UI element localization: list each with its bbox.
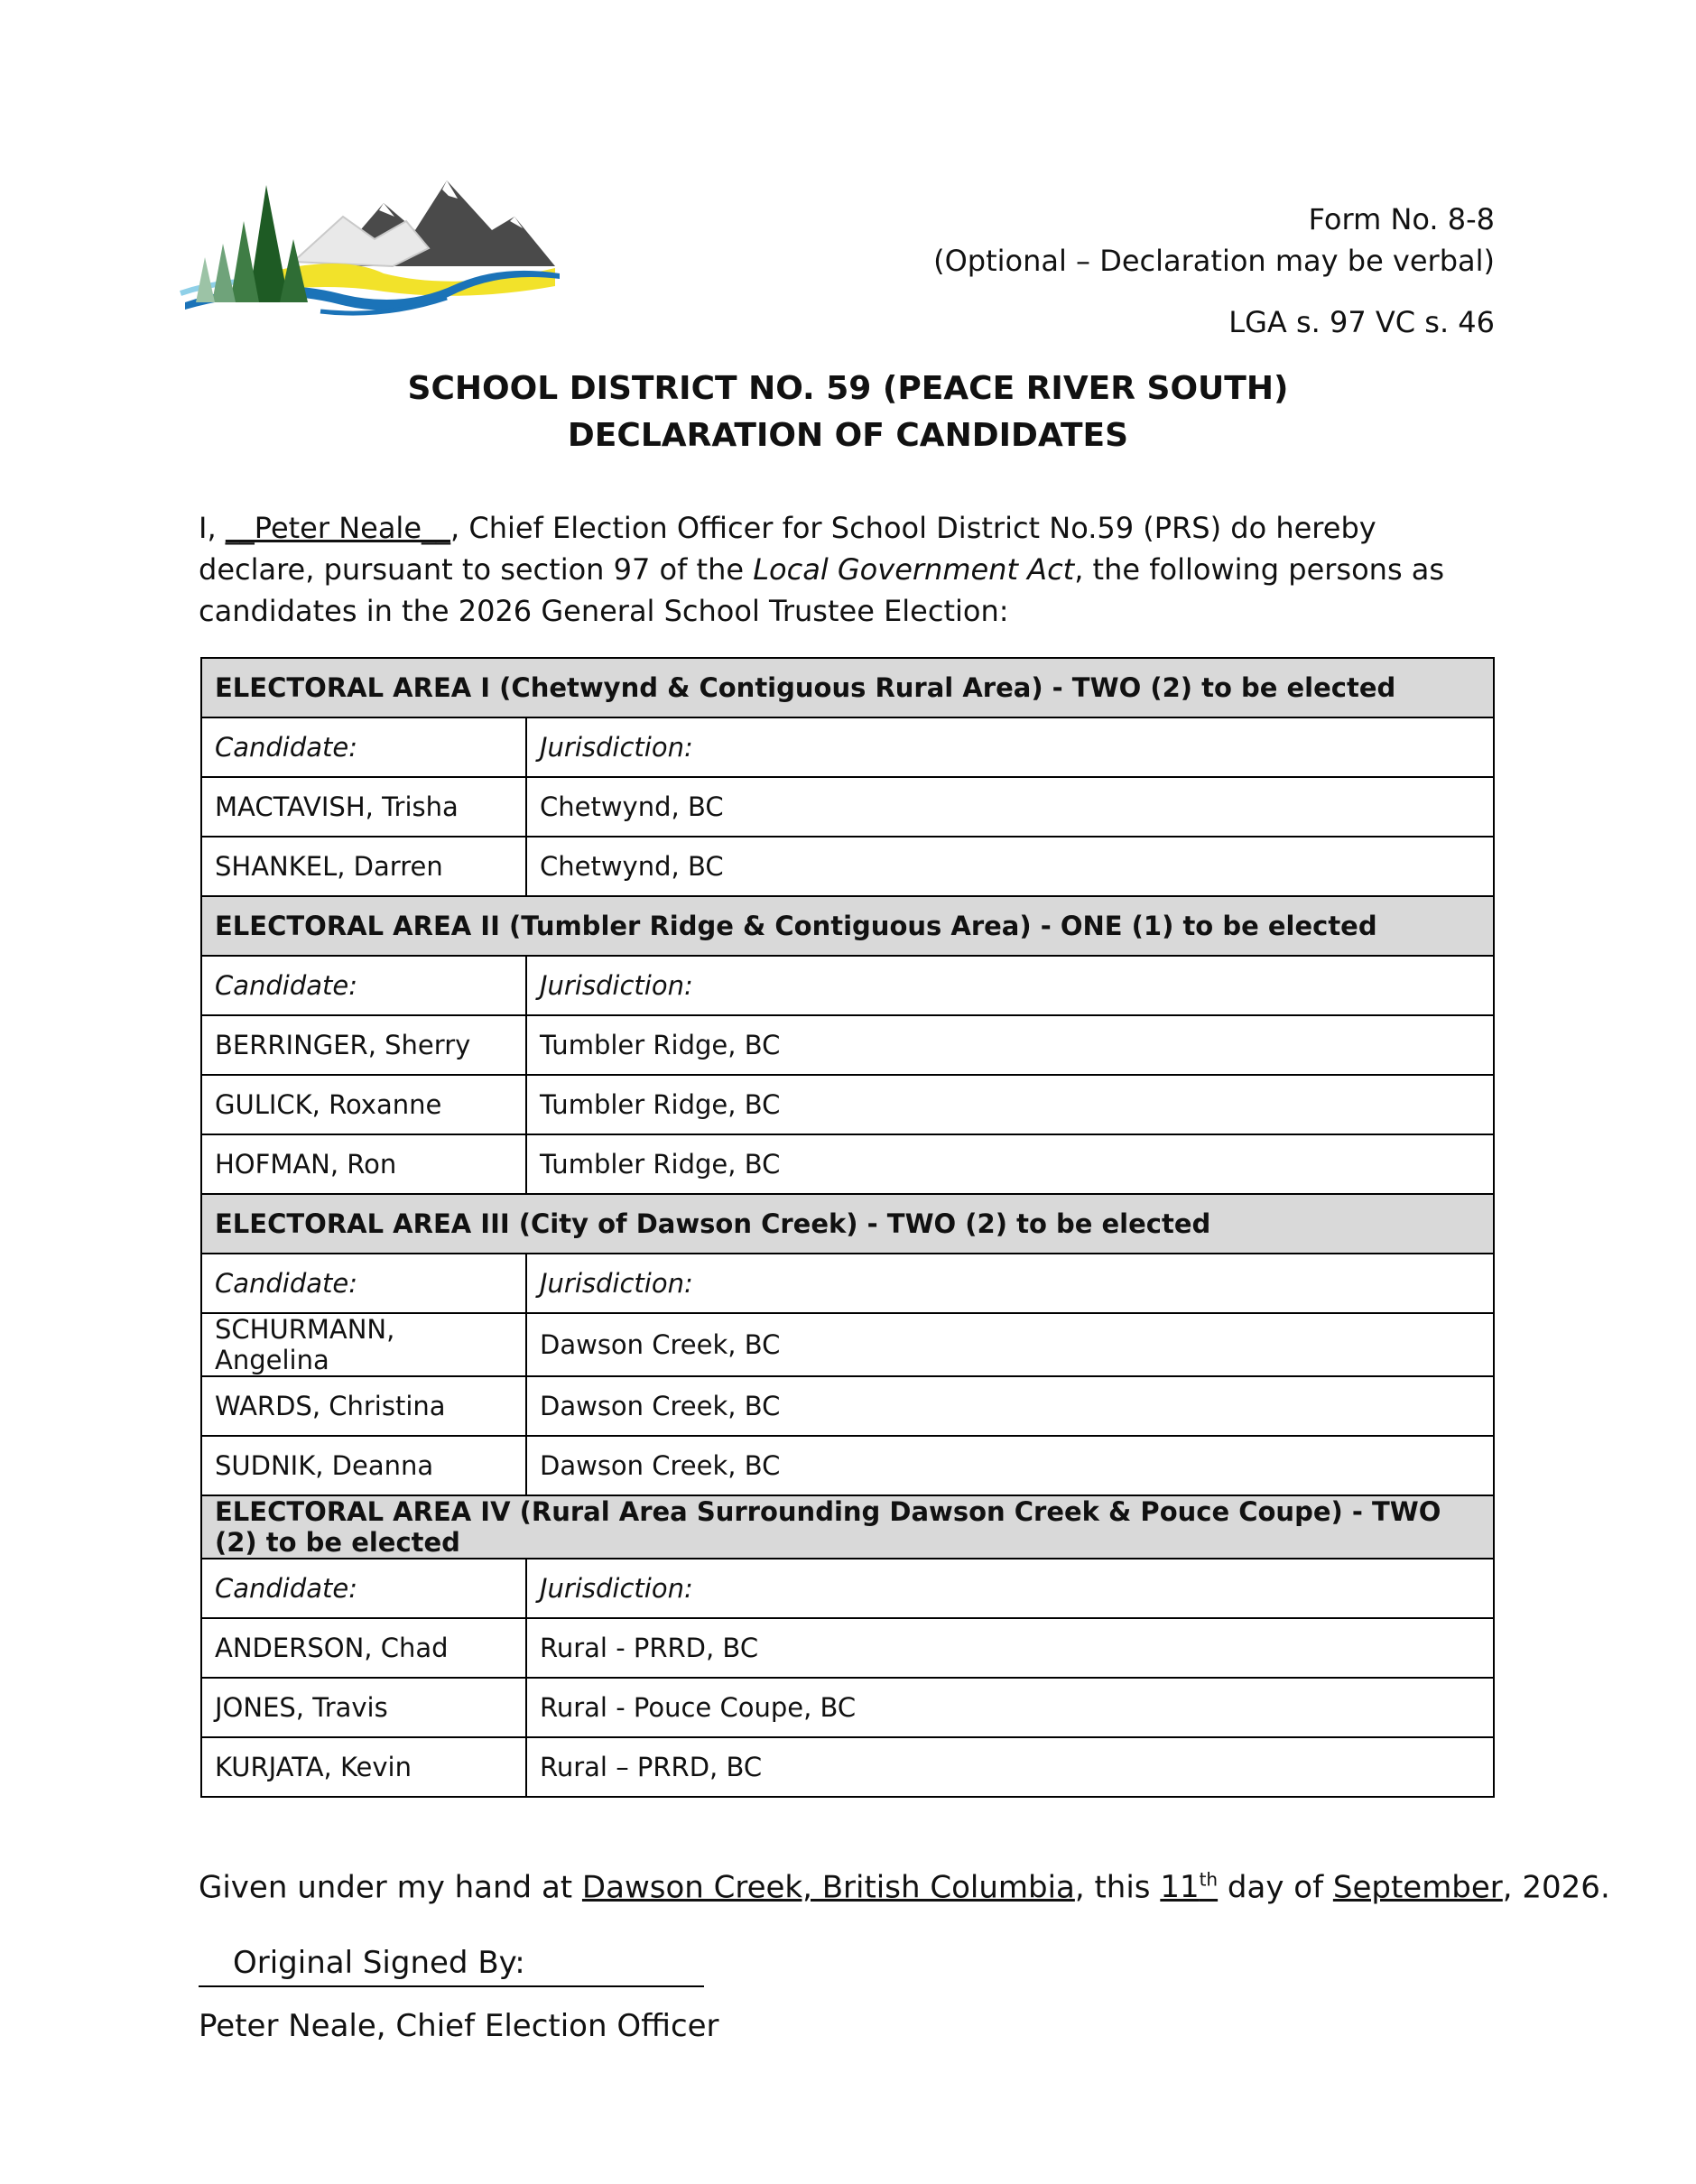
officer-name-blank: __Peter Neale__ xyxy=(225,511,450,545)
jurisdiction-column-header: Jurisdiction: xyxy=(526,956,1494,1015)
given-place: Dawson Creek, British Columbia xyxy=(581,1869,1075,1906)
candidate-jurisdiction: Chetwynd, BC xyxy=(526,777,1494,837)
candidate-name: SHANKEL, Darren xyxy=(201,837,526,896)
school-district-logo xyxy=(158,167,564,320)
candidate-name: SCHURMANN, Angelina xyxy=(201,1313,526,1376)
candidate-jurisdiction: Tumbler Ridge, BC xyxy=(526,1134,1494,1194)
given-year: , 2026. xyxy=(1502,1869,1610,1906)
candidate-jurisdiction: Tumbler Ridge, BC xyxy=(526,1015,1494,1075)
electoral-area-title: ELECTORAL AREA IV (Rural Area Surrounding Dawson Creek & Pouce Coupe) - TWO (2) to be elected xyxy=(201,1495,1494,1559)
table-row xyxy=(201,837,1494,896)
signature-line xyxy=(199,1940,704,1987)
candidate-column-header: Candidate: xyxy=(201,956,526,1015)
legal-authority: LGA s. 97 VC s. 46 xyxy=(1228,305,1495,339)
table-row xyxy=(201,1737,1494,1797)
officer-signature-name: Peter Neale, Chief Election Officer xyxy=(199,2008,719,2044)
declaration-paragraph xyxy=(199,507,1498,632)
table-row xyxy=(201,1678,1494,1737)
electoral-area-row xyxy=(201,896,1494,956)
column-header-row xyxy=(201,956,1494,1015)
act-name: Local Government Act xyxy=(753,552,1075,587)
table-row xyxy=(201,1376,1494,1436)
candidates-table xyxy=(200,657,1495,1798)
jurisdiction-column-header: Jurisdiction: xyxy=(526,1254,1494,1313)
candidate-column-header: Candidate: xyxy=(201,717,526,777)
candidate-jurisdiction: Rural - Pouce Coupe, BC xyxy=(526,1678,1494,1737)
candidate-jurisdiction: Tumbler Ridge, BC xyxy=(526,1075,1494,1134)
given-day-number: 11 xyxy=(1160,1869,1200,1906)
column-header-row xyxy=(201,1559,1494,1618)
candidate-jurisdiction: Rural – PRRD, BC xyxy=(526,1737,1494,1797)
column-header-row xyxy=(201,717,1494,777)
intro-text-1: , Chief Election Officer for School District No.59 (PRS) do hereby declare, pursuant to section 97 of the xyxy=(199,511,1376,587)
given-day-of: day of xyxy=(1218,1869,1333,1906)
candidate-jurisdiction: Chetwynd, BC xyxy=(526,837,1494,896)
given-day xyxy=(1160,1869,1218,1905)
electoral-area-row xyxy=(201,658,1494,717)
table-row xyxy=(201,1134,1494,1194)
jurisdiction-column-header: Jurisdiction: xyxy=(526,1559,1494,1618)
form-meta xyxy=(933,199,1495,343)
electoral-area-title: ELECTORAL AREA II (Tumbler Ridge & Contiguous Area) - ONE (1) to be elected xyxy=(201,896,1494,956)
column-header-row xyxy=(201,1254,1494,1313)
table-row xyxy=(201,1015,1494,1075)
intro-text-2: , the following persons as candidates in the 2026 General School Trustee Election: xyxy=(199,552,1445,628)
given-month: September xyxy=(1332,1869,1503,1906)
electoral-area-row xyxy=(201,1194,1494,1254)
table-row xyxy=(201,777,1494,837)
table-row xyxy=(201,1075,1494,1134)
given-statement xyxy=(199,1857,1610,1910)
given-day-suffix: th xyxy=(1199,1869,1219,1891)
electoral-area-title: ELECTORAL AREA I (Chetwynd & Contiguous Rural Area) - TWO (2) to be elected xyxy=(201,658,1494,717)
candidate-column-header: Candidate: xyxy=(201,1559,526,1618)
candidate-name: ANDERSON, Chad xyxy=(201,1618,526,1678)
table-row xyxy=(201,1313,1494,1376)
candidate-name: MACTAVISH, Trisha xyxy=(201,777,526,837)
jurisdiction-column-header: Jurisdiction: xyxy=(526,717,1494,777)
candidate-name: BERRINGER, Sherry xyxy=(201,1015,526,1075)
candidate-jurisdiction: Rural - PRRD, BC xyxy=(526,1618,1494,1678)
table-row xyxy=(201,1436,1494,1495)
electoral-area-title: ELECTORAL AREA III (City of Dawson Creek) - TWO (2) to be elected xyxy=(201,1194,1494,1254)
candidate-name: JONES, Travis xyxy=(201,1678,526,1737)
given-prefix: Given under my hand at xyxy=(199,1869,582,1906)
electoral-area-row xyxy=(201,1495,1494,1559)
title-line-1: SCHOOL DISTRICT NO. 59 (PEACE RIVER SOUTH) xyxy=(407,370,1289,407)
candidate-jurisdiction: Dawson Creek, BC xyxy=(526,1376,1494,1436)
document-title xyxy=(0,366,1696,459)
title-line-2: DECLARATION OF CANDIDATES xyxy=(567,417,1129,454)
signed-by-label: Original Signed By: xyxy=(199,1940,704,1987)
form-note: (Optional – Declaration may be verbal) xyxy=(933,244,1495,278)
candidate-jurisdiction: Dawson Creek, BC xyxy=(526,1436,1494,1495)
given-this: , this xyxy=(1074,1869,1161,1906)
form-number: Form No. 8-8 xyxy=(1308,202,1495,236)
candidate-jurisdiction: Dawson Creek, BC xyxy=(526,1313,1494,1376)
candidate-name: SUDNIK, Deanna xyxy=(201,1436,526,1495)
candidate-name: WARDS, Christina xyxy=(201,1376,526,1436)
intro-prefix: I, xyxy=(199,511,226,545)
candidate-name: GULICK, Roxanne xyxy=(201,1075,526,1134)
candidate-name: HOFMAN, Ron xyxy=(201,1134,526,1194)
candidate-column-header: Candidate: xyxy=(201,1254,526,1313)
table-row xyxy=(201,1618,1494,1678)
candidate-name: KURJATA, Kevin xyxy=(201,1737,526,1797)
